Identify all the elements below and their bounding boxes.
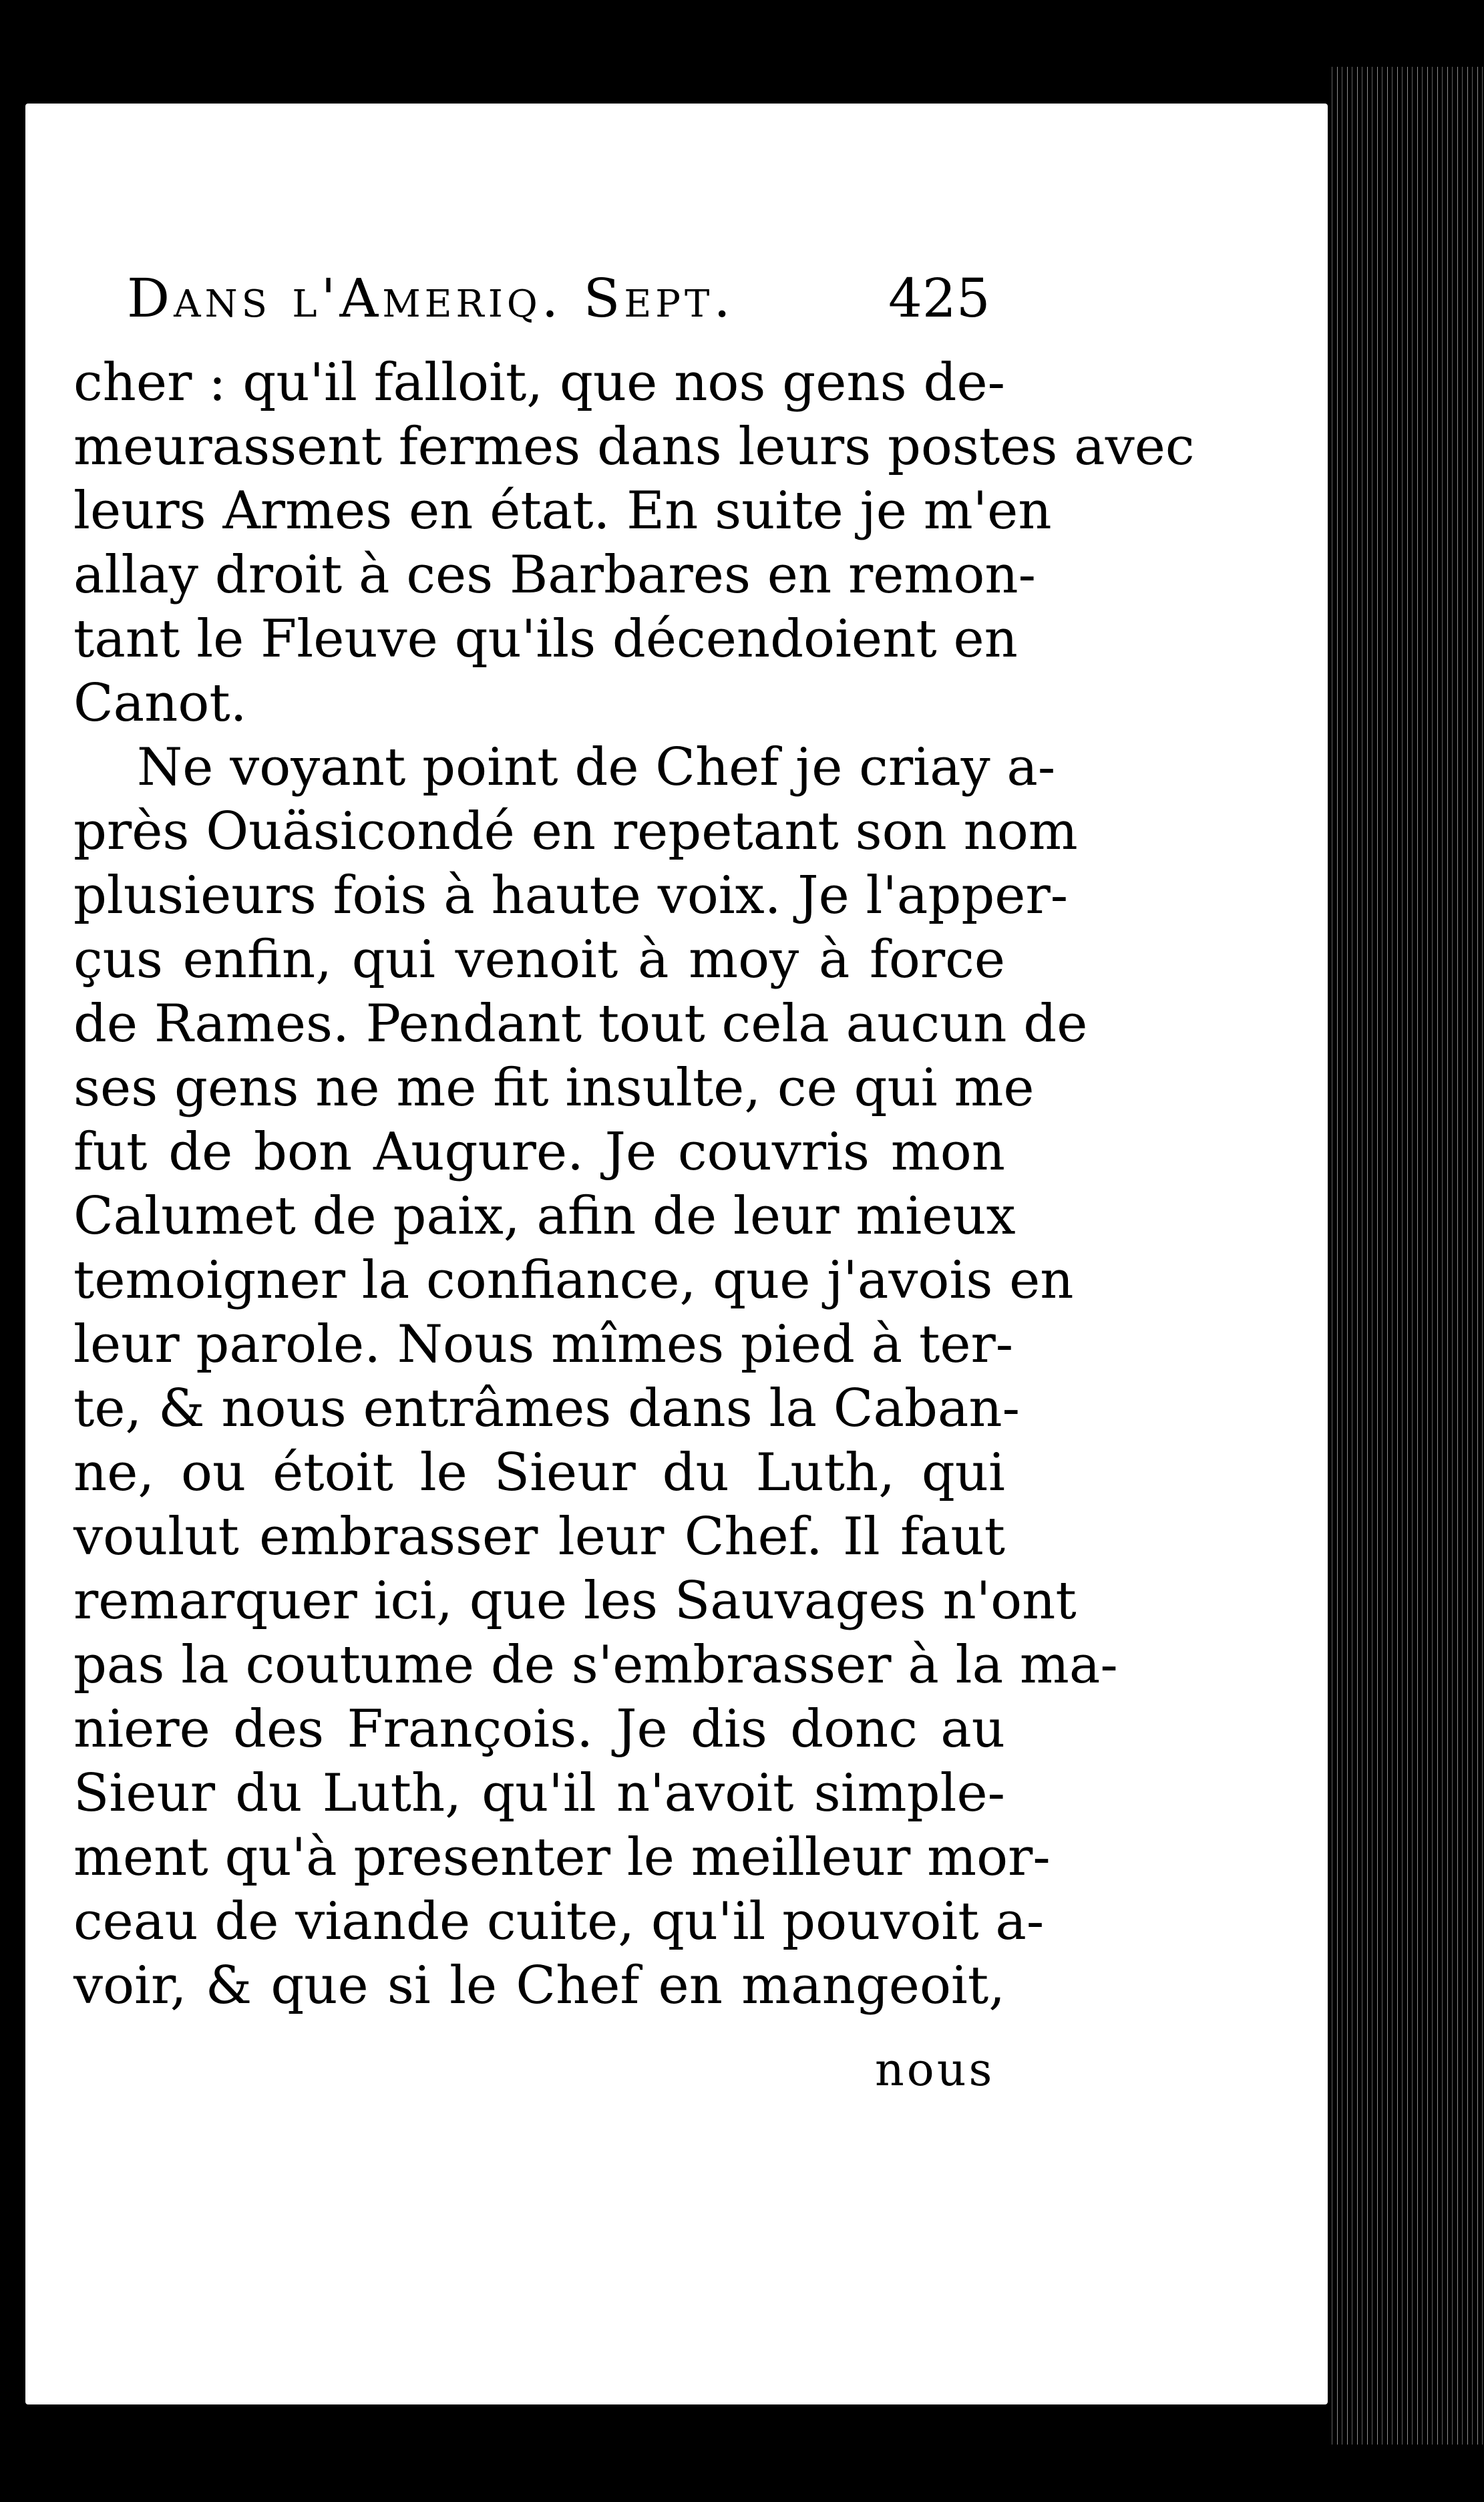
text-line: ne, ou étoit le Sieur du Luth, qui [73, 1443, 1005, 1503]
text-line: Ne voyant point de Chef je criay a- [137, 737, 1056, 797]
text-line: temoigner la confiance, que j'avois en [73, 1250, 1074, 1310]
text-line: Canot. [73, 673, 247, 733]
catchword: nous [875, 2044, 995, 2097]
page-number: 425 [888, 267, 990, 329]
text-line: meurassent fermes dans leurs postes avec [73, 417, 1195, 477]
text-line: tant le Fleuve qu'ils décendoient en [73, 609, 1018, 669]
text-line: leurs Armes en état. En suite je m'en [73, 481, 1052, 541]
text-line: pas la coutume de s'embrasser à la ma- [73, 1635, 1118, 1695]
text-line: ceau de viande cuite, qu'il pouvoit a- [73, 1892, 1045, 1952]
text-line: leur parole. Nous mîmes pied à ter- [73, 1314, 1014, 1375]
text-line: Calumet de paix, afin de leur mieux [73, 1186, 1016, 1246]
text-line: près Ouäsicondé en repetant son nom [73, 801, 1078, 862]
text-line: Sieur du Luth, qu'il n'avoit simple- [73, 1763, 1005, 1823]
text-line: ment qu'à presenter le meilleur mor- [73, 1827, 1051, 1888]
text-line: ses gens ne me fit insulte, ce qui me [73, 1058, 1035, 1118]
body-text [73, 351, 1195, 2018]
text-line: allay droit à ces Barbares en remon- [73, 545, 1036, 605]
text-line: voulut embrasser leur Chef. Il faut [73, 1507, 1005, 1567]
page-edge-shadow [1328, 67, 1484, 2445]
text-line: plusieurs fois à haute voix. Je l'apper- [73, 866, 1069, 926]
text-line: de Rames. Pendant tout cela aucun de [73, 994, 1088, 1054]
text-line: te, & nous entrâmes dans la Caban- [73, 1379, 1020, 1439]
text-line: niere des François. Je dis donc au [73, 1699, 1005, 1759]
running-head: Dans l'Ameriq. Sept. [127, 267, 735, 329]
text-line: voir, & que si le Chef en mangeoit, [73, 1956, 1005, 2016]
text-line: cher : qu'il falloit, que nos gens de- [73, 353, 1005, 413]
text-line: fut de bon Augure. Je couvris mon [73, 1122, 1005, 1182]
text-line: remarquer ici, que les Sauvages n'ont [73, 1571, 1077, 1631]
text-line: çus enfin, qui venoit à moy à force [73, 930, 1005, 990]
